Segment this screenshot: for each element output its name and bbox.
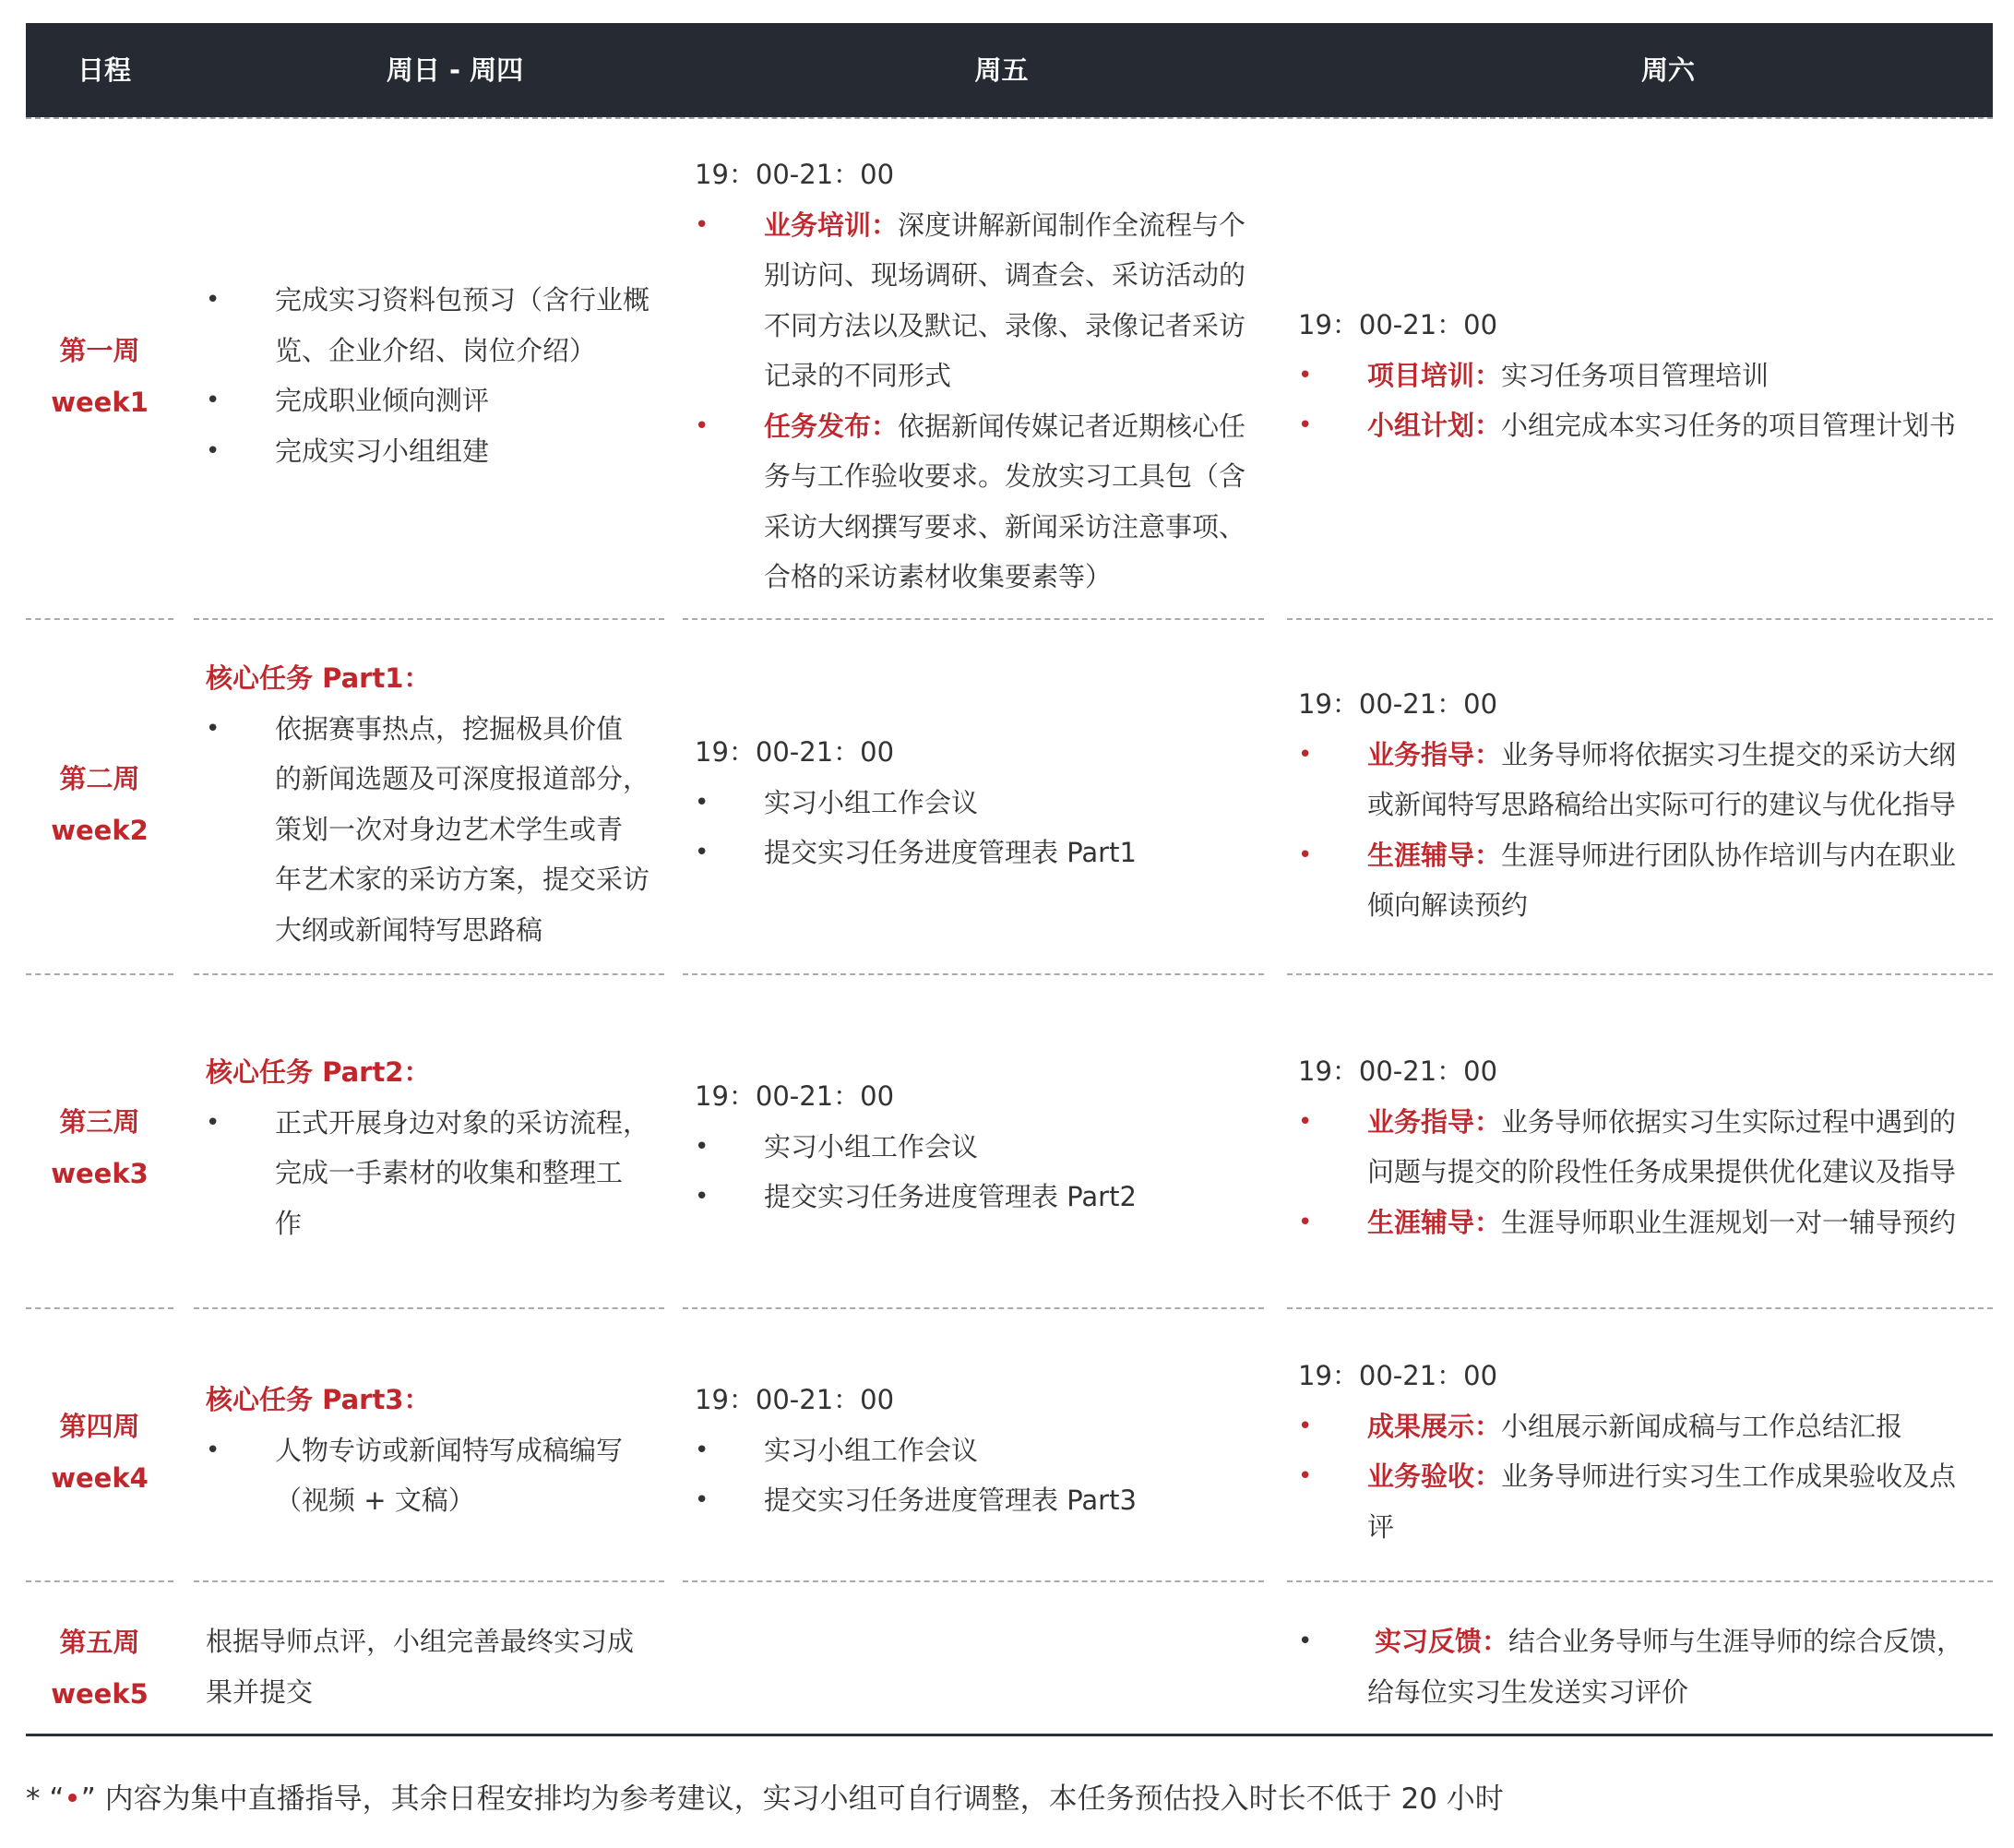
live-bullet-icon: • <box>1298 1107 1313 1136</box>
list-item <box>206 376 649 426</box>
row-divider <box>194 973 664 975</box>
item-text: 不同方法以及默记、录像、录像记者采访 <box>764 309 1246 341</box>
fri-cell <box>695 149 1245 602</box>
item-text: 给每位实习生发送实习评价 <box>1367 1675 1689 1708</box>
item-text: 提交实习任务进度管理表 Part1 <box>764 837 1137 868</box>
list-item <box>695 401 1245 602</box>
item-text: 倾向解读预约 <box>1367 889 1529 921</box>
bullet-icon: • <box>206 436 220 465</box>
sun-thu-cell <box>206 275 649 476</box>
sun-thu-cell <box>206 653 649 955</box>
footnote-text: ” 内容为集中直播指导，其余日程安排均为参考建议，实习小组可自行调整，本任务预估投入时长不低于 20 小时 <box>80 1782 1504 1816</box>
row-divider <box>683 1307 1264 1309</box>
bullet-icon: • <box>695 1132 709 1161</box>
footnote-prefix: * “ <box>26 1782 65 1816</box>
week-en: week4 <box>51 1462 149 1494</box>
sun-thu-cell <box>206 1616 634 1717</box>
live-bullet-icon: • <box>1298 1208 1313 1236</box>
keyword: 业务培训： <box>764 209 899 241</box>
item-text: 正式开展身边对象的采访流程， <box>275 1106 650 1139</box>
row-divider <box>26 618 173 620</box>
footnote <box>26 1775 1504 1817</box>
table-header <box>26 23 1993 117</box>
live-bullet-icon: • <box>1298 411 1313 439</box>
time-slot: 19：00-21：00 <box>695 159 895 190</box>
week-cn: 第四周 <box>59 1411 140 1442</box>
item-text: 实习小组工作会议 <box>764 1130 979 1162</box>
item-text: 合格的采访素材收集要素等） <box>764 561 1113 592</box>
week-cn: 第二周 <box>59 763 140 794</box>
item-text: 记录的不同形式 <box>764 360 952 391</box>
item-text: 作 <box>275 1207 303 1239</box>
list-item <box>695 1425 1137 1476</box>
item-text: 生涯导师进行团队协作培训与内在职业 <box>1501 839 1957 871</box>
row-divider <box>683 973 1264 975</box>
item-text: 的新闻选题及可深度报道部分， <box>275 763 650 794</box>
list-item <box>695 1475 1137 1526</box>
header-fri: 周五 <box>974 54 1029 86</box>
fri-cell <box>695 1071 1137 1222</box>
header-sat: 周六 <box>1640 54 1695 86</box>
week-label <box>26 1096 173 1199</box>
sat-cell <box>1298 1046 1956 1247</box>
bullet-icon: • <box>206 1108 220 1137</box>
keyword: 业务指导： <box>1367 738 1502 770</box>
keyword: 成果展示： <box>1367 1410 1502 1442</box>
item-text: 提交实习任务进度管理表 Part3 <box>764 1484 1137 1516</box>
sat-cell <box>1298 1616 1963 1717</box>
bullet-icon: • <box>695 1436 709 1464</box>
row-divider <box>683 1580 1264 1582</box>
time-slot: 19：00-21：00 <box>1298 688 1498 720</box>
item-text: 大纲或新闻特写思路稿 <box>275 913 543 946</box>
list-item <box>695 1122 1137 1173</box>
bullet-icon: • <box>695 788 709 817</box>
time-slot: 19：00-21：00 <box>695 1384 895 1415</box>
item-text: 提交实习任务进度管理表 Part2 <box>764 1181 1137 1212</box>
time-slot: 19：00-21：00 <box>1298 1360 1498 1391</box>
bullet-icon: • <box>1298 1627 1313 1655</box>
live-bullet-icon: • <box>64 1782 81 1816</box>
live-bullet-icon: • <box>695 210 709 239</box>
item-text: 完成一手素材的收集和整理工 <box>275 1157 624 1188</box>
core-task-title: 核心任务 Part1： <box>206 662 431 694</box>
bullet-icon: • <box>206 286 220 314</box>
sun-thu-cell <box>206 1375 623 1526</box>
list-item <box>206 1425 623 1526</box>
week-label <box>26 753 173 856</box>
item-text: 小组展示新闻成稿与工作总结汇报 <box>1501 1410 1903 1442</box>
list-item <box>1298 730 1956 830</box>
item-text: 人物专访或新闻特写成稿编写 <box>275 1434 624 1466</box>
item-text: 实习任务项目管理培训 <box>1501 359 1770 391</box>
list-item <box>695 200 1245 401</box>
item-text: 别访问、现场调研、调查会、采访活动的 <box>764 259 1246 291</box>
live-bullet-icon: • <box>695 411 709 440</box>
bullet-icon: • <box>695 1183 709 1210</box>
list-item <box>1298 1616 1963 1717</box>
week-cn: 第三周 <box>59 1106 140 1138</box>
item-text: 评 <box>1367 1510 1395 1543</box>
item-text: 完成实习资料包预习（含行业概 <box>275 284 650 316</box>
item-text: 年艺术家的采访方案，提交采访 <box>275 864 650 895</box>
bullet-icon: • <box>695 1486 709 1514</box>
live-bullet-icon: • <box>1298 740 1313 769</box>
item-text: 依据赛事热点，挖掘极具价值 <box>275 712 624 745</box>
item-text: 实习小组工作会议 <box>764 786 979 818</box>
week-cn: 第一周 <box>59 335 140 366</box>
live-bullet-icon: • <box>1298 1462 1313 1490</box>
row-divider <box>194 618 664 620</box>
row-divider <box>1287 973 1993 975</box>
row-divider <box>1287 1580 1993 1582</box>
item-text: 业务导师依据实习生实际过程中遇到的 <box>1501 1105 1957 1138</box>
list-item <box>206 426 649 477</box>
week-en: week2 <box>51 815 149 846</box>
header-sun-thu: 周日 - 周四 <box>386 54 524 86</box>
keyword: 项目培训： <box>1367 359 1502 391</box>
core-task-title: 核心任务 Part2： <box>206 1056 431 1088</box>
item-text: 深度讲解新闻制作全流程与个 <box>898 209 1246 241</box>
list-item <box>206 704 649 956</box>
list-item <box>695 828 1137 878</box>
fri-cell <box>695 1375 1137 1526</box>
bullet-icon: • <box>206 387 220 414</box>
item-text: 务与工作验收要求。发放实习工具包（含 <box>764 460 1246 492</box>
row-divider <box>1287 1307 1993 1309</box>
item-text: 业务导师进行实习生工作成果验收及点 <box>1501 1461 1957 1492</box>
list-item <box>1298 1401 1956 1452</box>
keyword: 业务指导： <box>1367 1105 1502 1138</box>
item-text: 完成职业倾向测评 <box>275 385 490 416</box>
time-slot: 19：00-21：00 <box>1298 1055 1498 1087</box>
item-text: 实习小组工作会议 <box>764 1434 979 1466</box>
list-item <box>1298 1097 1956 1198</box>
list-item <box>1298 1198 1956 1248</box>
row-divider <box>194 1580 664 1582</box>
week-en: week1 <box>51 387 149 418</box>
list-item <box>1298 351 1956 401</box>
keyword: 实习反馈： <box>1375 1626 1509 1657</box>
week-en: week3 <box>51 1158 149 1189</box>
bullet-icon: • <box>206 714 220 743</box>
live-bullet-icon: • <box>1298 841 1313 869</box>
live-bullet-icon: • <box>1298 361 1313 389</box>
item-text: 依据新闻传媒记者近期核心任 <box>898 410 1246 442</box>
row-divider <box>194 1307 664 1309</box>
table-bottom-rule <box>26 1734 1993 1736</box>
list-item <box>1298 830 1956 931</box>
sat-cell <box>1298 1351 1956 1552</box>
item-text: 小组完成本实习任务的项目管理计划书 <box>1501 410 1957 441</box>
list-item <box>695 778 1137 829</box>
item-text: 根据导师点评，小组完善最终实习成 <box>206 1626 635 1657</box>
time-slot: 19：00-21：00 <box>1298 309 1498 340</box>
week-label <box>26 325 173 428</box>
time-slot: 19：00-21：00 <box>695 1080 895 1112</box>
keyword: 业务验收： <box>1367 1461 1502 1492</box>
week-label <box>26 1401 173 1504</box>
item-text: 采访大纲撰写要求、新闻采访注意事项、 <box>764 510 1246 542</box>
item-text: 策划一次对身边艺术学生或青 <box>275 813 624 845</box>
item-text: 问题与提交的阶段性任务成果提供优化建议及指导 <box>1367 1156 1957 1187</box>
keyword: 生涯辅导： <box>1367 1206 1502 1238</box>
live-bullet-icon: • <box>1298 1412 1313 1440</box>
bullet-icon: • <box>206 1436 220 1464</box>
item-text: 业务导师将依据实习生提交的采访大纲 <box>1501 738 1957 770</box>
keyword: 任务发布： <box>764 410 899 442</box>
item-text: 结合业务导师与生涯导师的综合反馈， <box>1508 1626 1964 1657</box>
list-item <box>1298 1451 1956 1552</box>
item-text: 览、企业介绍、岗位介绍） <box>275 334 597 366</box>
week-cn: 第五周 <box>59 1627 140 1658</box>
sun-thu-cell <box>206 1047 649 1248</box>
keyword: 小组计划： <box>1367 410 1502 441</box>
sat-cell <box>1298 300 1956 451</box>
row-divider <box>1287 618 1993 620</box>
item-text: 生涯导师职业生涯规划一对一辅导预约 <box>1501 1206 1957 1238</box>
list-item <box>206 1098 649 1249</box>
list-item <box>206 275 649 376</box>
fri-cell <box>695 727 1137 878</box>
header-schedule: 日程 <box>77 54 131 86</box>
item-text: 完成实习小组组建 <box>275 435 490 467</box>
row-divider <box>26 1307 173 1309</box>
week-label <box>26 1616 173 1720</box>
sat-cell <box>1298 679 1956 931</box>
item-text: 果并提交 <box>206 1675 314 1708</box>
list-item <box>1298 400 1956 451</box>
keyword: 生涯辅导： <box>1367 839 1502 871</box>
core-task-title: 核心任务 Part3： <box>206 1384 431 1415</box>
time-slot: 19：00-21：00 <box>695 736 895 768</box>
item-text: （视频 + 文稿） <box>275 1484 475 1516</box>
bullet-icon: • <box>695 839 709 866</box>
week-en: week5 <box>51 1678 149 1710</box>
list-item <box>695 1172 1137 1222</box>
item-text: 或新闻特写思路稿给出实际可行的建议与优化指导 <box>1367 789 1957 820</box>
row-divider <box>26 973 173 975</box>
header-divider <box>26 117 1993 119</box>
row-divider <box>26 1580 173 1582</box>
row-divider <box>683 618 1264 620</box>
